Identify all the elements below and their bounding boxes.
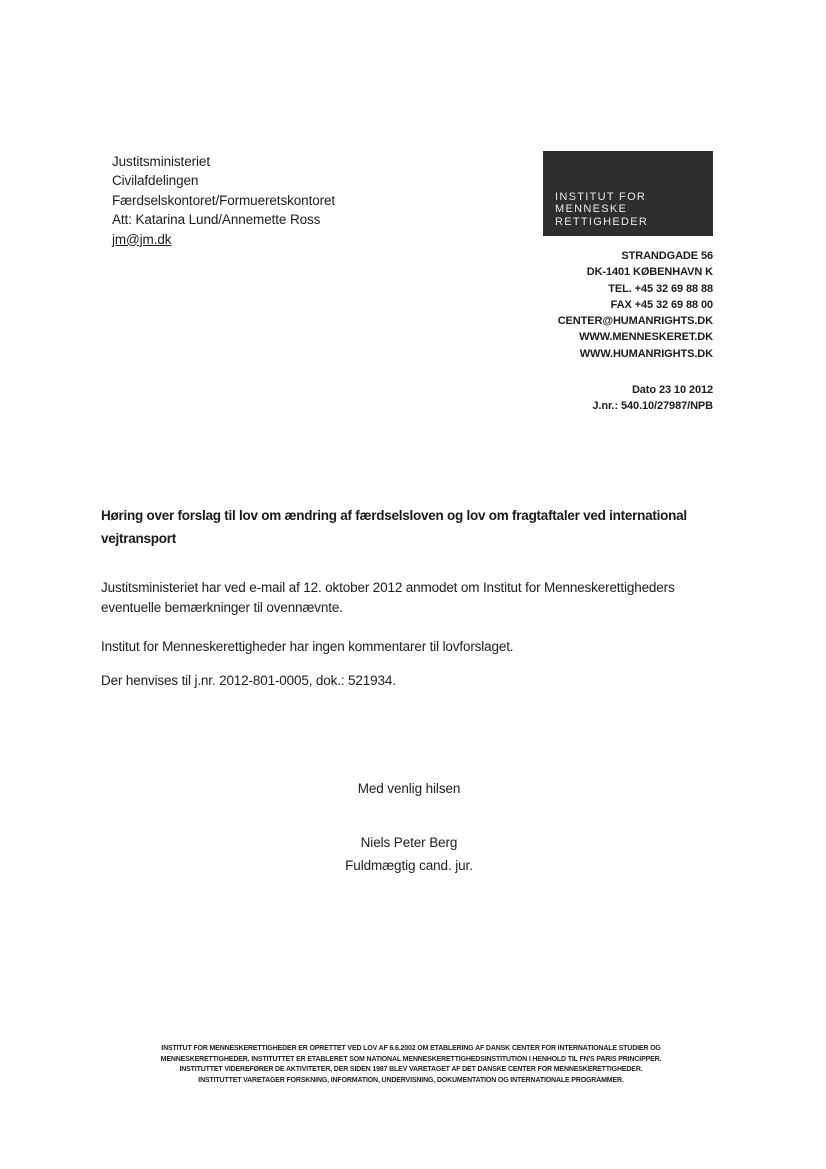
footer-line: INSTITUTTET VIDEREFØRER DE AKTIVITETER, DER SIDEN 1987 BLEV VARETAGET AF DET DANSKE CENTER FOR MENNESKERETTIGHEDER.	[179, 1066, 643, 1074]
letter-body	[101, 578, 781, 691]
footer-line: MENNESKERETTIGHEDER. INSTITUTTET ER ETABLERET SOM NATIONAL MENNESKERETTIGHEDSINSTITUTION I HENHOLD TIL FN'S PARIS PRINCIPPER.	[160, 1055, 662, 1063]
contact-email: CENTER@HUMANRIGHTS.DK	[557, 315, 713, 328]
institute-logo	[543, 151, 713, 236]
subject-heading	[101, 504, 761, 550]
body-paragraph-1	[101, 578, 781, 617]
contact-city: DK-1401 KØBENHAVN K	[586, 266, 713, 279]
body-line: eventuelle bemærkninger til ovennævnte.	[101, 599, 343, 615]
closing-block	[0, 779, 818, 876]
recipient-email: jm@jm.dk	[112, 231, 172, 247]
date-journal-block	[300, 382, 713, 414]
contact-info-block	[300, 248, 713, 362]
subject-line: Høring over forslag til lov om ændring af færdselsloven og lov om fragtaftaler ved international	[101, 508, 687, 523]
logo-line: INSTITUT FOR	[555, 190, 647, 203]
contact-street: STRANDGADE 56	[621, 250, 713, 262]
journal-number-line: J.nr.: 540.10/27987/NPB	[592, 400, 713, 412]
contact-website: WWW.HUMANRIGHTS.DK	[579, 347, 713, 360]
recipient-line: Færdselskontoret/Formueretskontoret	[112, 192, 336, 208]
footer-line: INSTITUTTET VARETAGER FORSKNING, INFORMATION, UNDERVISNING, DOKUMENTATION OG INTERNATIONALE PROGRAMMER.	[198, 1076, 624, 1084]
body-paragraph-3: Der henvises til j.nr. 2012-801-0005, dok.: 521934.	[101, 673, 396, 688]
letter-footer	[0, 1044, 822, 1086]
body-paragraph-2: Institut for Menneskerettigheder har ingen kommentarer til lovforslaget.	[101, 639, 514, 654]
recipient-line: Att: Katarina Lund/Annemette Ross	[112, 212, 321, 228]
subject-line: vejtransport	[101, 531, 177, 546]
date-line: Dato 23 10 2012	[631, 384, 713, 396]
contact-fax: FAX +45 32 69 88 00	[610, 298, 713, 311]
contact-phone: TEL. +45 32 69 88 88	[608, 282, 713, 295]
signer-title: Fuldmægtig cand. jur.	[345, 858, 473, 873]
logo-line: RETTIGHEDER	[555, 215, 649, 228]
closing-salutation: Med venlig hilsen	[357, 781, 461, 796]
signer-name: Niels Peter Berg	[360, 835, 458, 850]
body-line: Justitsministeriet har ved e-mail af 12. oktober 2012 anmodet om Institut for Menneskerettigheders	[101, 580, 675, 595]
institute-logo-text	[555, 191, 648, 229]
recipient-line: Justitsministeriet	[112, 154, 210, 169]
footer-line: INSTITUT FOR MENNESKERETTIGHEDER ER OPRETTET VED LOV AF 6.6.2002 OM ETABLERING AF DANSK CENTER FOR INTERNATIONALE STUDIER OG	[161, 1045, 661, 1052]
contact-website: WWW.MENNESKERET.DK	[579, 331, 713, 344]
logo-line: MENNESKE	[555, 203, 628, 215]
recipient-address-block	[112, 152, 335, 249]
recipient-line: Civilafdelingen	[112, 173, 199, 189]
